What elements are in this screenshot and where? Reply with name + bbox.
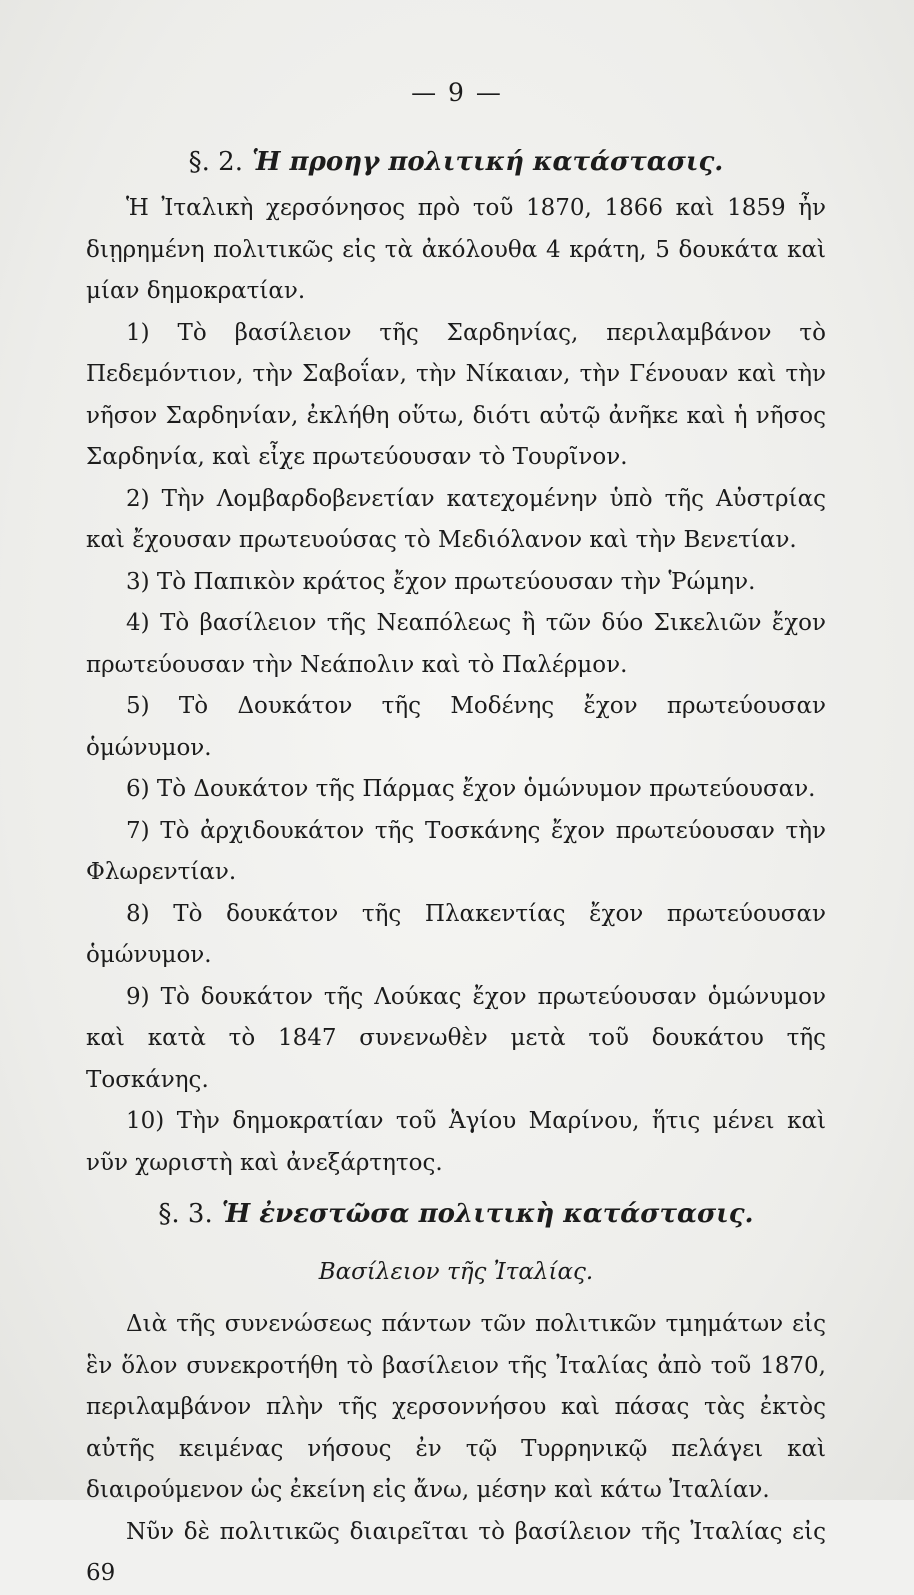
list-item-9: 9) Τὸ δουκάτον τῆς Λούκας ἔχον πρωτεύουσαν ὁμώνυμον καὶ κατὰ τὸ 1847 συνενωθὲν μετὰ τοῦ δουκάτου τῆς Τοσκάνης. bbox=[86, 983, 826, 1093]
list-item-8: 8) Τὸ δουκάτον τῆς Πλακεντίας ἔχον πρωτεύουσαν ὁμώνυμον. bbox=[86, 900, 826, 968]
section-2-number: §. 2. bbox=[188, 147, 243, 177]
section-3-heading bbox=[86, 1188, 826, 1240]
list-item-10: 10) Τὴν δημοκρατίαν τοῦ Ἁγίου Μαρίνου, ἥτις μένει καὶ νῦν χωριστὴ καὶ ἀνεξάρτητος. bbox=[86, 1108, 826, 1176]
list-item-7: 7) Τὸ ἀρχιδουκάτον τῆς Τοσκάνης ἔχον πρωτεύουσαν τὴν Φλωρεντίαν. bbox=[86, 817, 826, 885]
list-item-2: 2) Τὴν Λομβαρδοβενετίαν κατεχομένην ὑπὸ τῆς Αὐστρίας καὶ ἔχουσαν πρωτευούσας τὸ Μεδιόλανον καὶ τὴν Βενετίαν. bbox=[86, 485, 826, 553]
section-3-paragraph-2: Νῦν δὲ πολιτικῶς διαιρεῖται τὸ βασίλειον τῆς Ἰταλίας εἰς 69 bbox=[86, 1518, 826, 1586]
section-3-number: §. 3. bbox=[158, 1199, 213, 1229]
list-item-6: 6) Τὸ Δουκάτον τῆς Πάρμας ἔχον ὁμώνυμον πρωτεύουσαν. bbox=[126, 776, 816, 802]
list-item-4: 4) Τὸ βασίλειον τῆς Νεαπόλεως ἢ τῶν δύο Σικελιῶν ἔχον πρωτεύουσαν τὴν Νεάπολιν καὶ τὸ Παλέρμον. bbox=[86, 610, 826, 678]
section-3-paragraph-1: Διὰ τῆς συνενώσεως πάντων τῶν πολιτικῶν τμημάτων εἰς ἓν ὅλον συνεκροτήθη τὸ βασίλειον τῆς Ἰταλίας ἀπὸ τοῦ 1870, περιλαμβάνον πλὴν τῆς χερσοννήσου καὶ πάσας τὰς ἐκτὸς αὐτῆς κειμένας νήσους ἐν τῷ Τυρρηνικῷ πελάγει καὶ διαιρούμενον ὡς ἐκείνη εἰς ἄνω, μέσην καὶ κάτω Ἰταλίαν. bbox=[86, 1311, 826, 1503]
list-item-3: 3) Τὸ Παπικὸν κράτος ἔχον πρωτεύουσαν τὴν Ῥώμην. bbox=[126, 568, 756, 595]
page-number: — 9 — bbox=[411, 78, 503, 107]
section-2-heading bbox=[86, 136, 826, 188]
page-content bbox=[86, 136, 826, 1595]
section-3-title: Ἡ ἐνεστῶσα πολιτικὴ κατάστασις. bbox=[221, 1199, 754, 1229]
list-item-1: 1) Τὸ βασίλειον τῆς Σαρδηνίας, περιλαμβάνον τὸ Πεδεμόντιον, τὴν Σαβοΐαν, τὴν Νίκαιαν, τὴν Γένουαν καὶ τὴν νῆσον Σαρδηνίαν, ἐκλήθη οὕτω, διότι αὐτῷ ἀνῆκε καὶ ἡ νῆσος Σαρδηνία, καὶ εἶχε πρωτεύουσαν τὸ Τουρῖνον. bbox=[86, 319, 826, 470]
section-3-subheading: Βασίλειον τῆς Ἰταλίας. bbox=[318, 1259, 594, 1285]
section-2-title: Ἡ προηγ πολιτική κατάστασις. bbox=[252, 147, 724, 177]
section-2-intro: Ἡ Ἰταλικὴ χερσόνησος πρὸ τοῦ 1870, 1866 καὶ 1859 ἦν διῃρημένη πολιτικῶς εἰς τὰ ἀκόλουθα 4 κράτη, 5 δουκάτα καὶ μίαν δημοκρατίαν. bbox=[86, 195, 826, 304]
list-item-5: 5) Τὸ Δουκάτον τῆς Μοδένης ἔχον πρωτεύουσαν ὁμώνυμον. bbox=[86, 693, 826, 761]
